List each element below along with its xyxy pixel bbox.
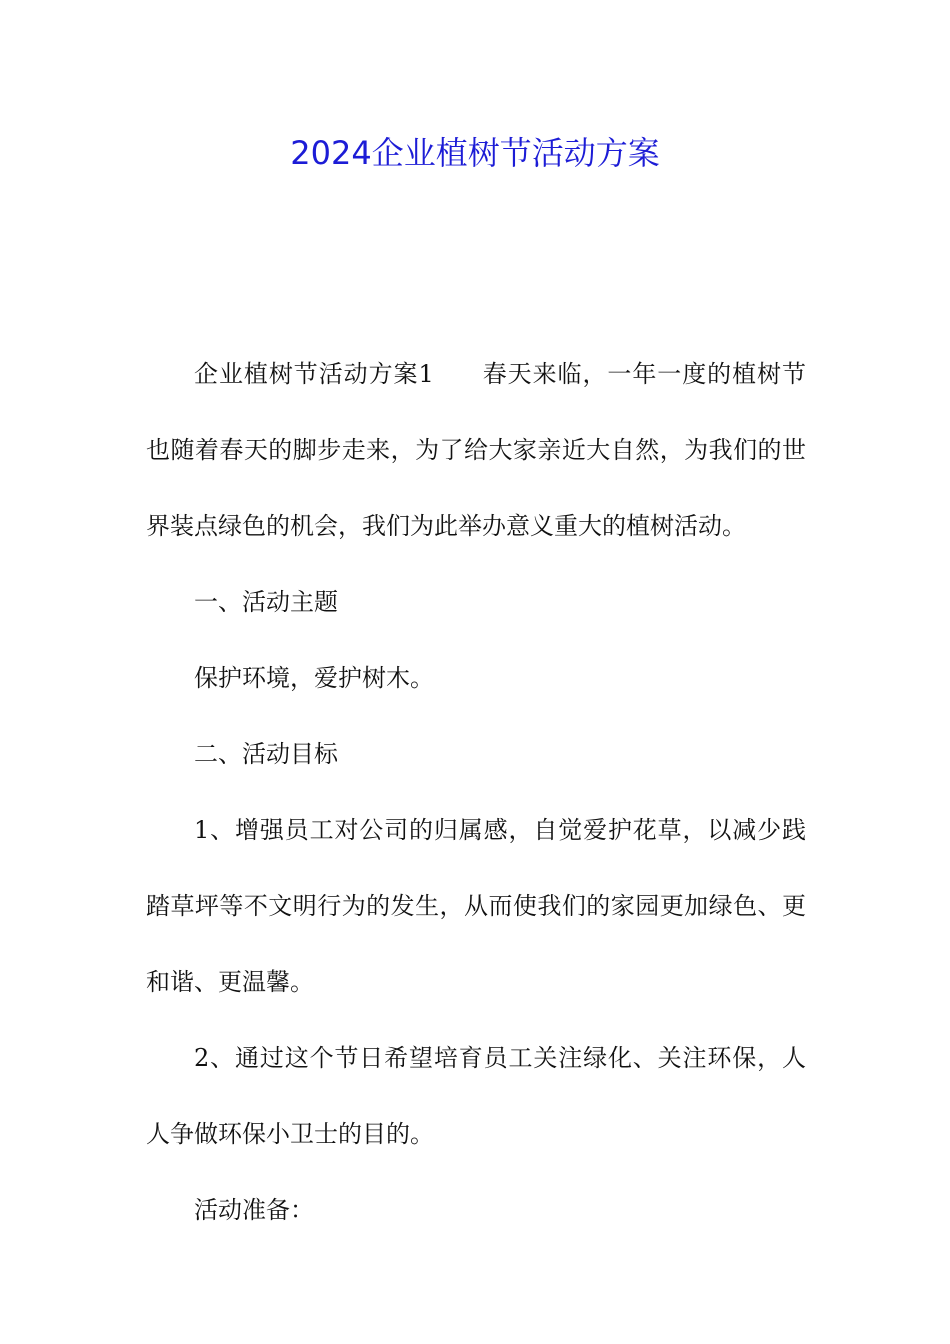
paragraph-intro <box>146 336 806 564</box>
document-body <box>146 336 806 1248</box>
paragraph-goal-2: 2、通过这个节日希望培育员工关注绿化、关注环保，人人争做环保小卫士的目的。 <box>146 1044 806 1148</box>
paragraph-goal-1: 1、增强员工对公司的归属感，自觉爱护花草，以减少践踏草坪等不文明行为的发生，从而使我们的家园更加绿色、更和谐、更温馨。 <box>146 816 806 996</box>
section-heading-theme: 一、活动主题 <box>194 588 338 616</box>
section-heading-goals: 二、活动目标 <box>194 740 338 768</box>
document-title: 2024企业植树节活动方案 <box>290 134 660 172</box>
paragraph-theme: 保护环境，爱护树木。 <box>194 664 434 692</box>
section-heading-preparation: 活动准备： <box>194 1196 314 1224</box>
paragraph-intro-text: 春天来临，一年一度的植树节也随着春天的脚步走来，为了给大家亲近大自然，为我们的世界装点绿色的机会，我们为此举办意义重大的植树活动。 <box>146 360 806 540</box>
paragraph-intro-lead: 企业植树节活动方案1 <box>194 360 434 388</box>
